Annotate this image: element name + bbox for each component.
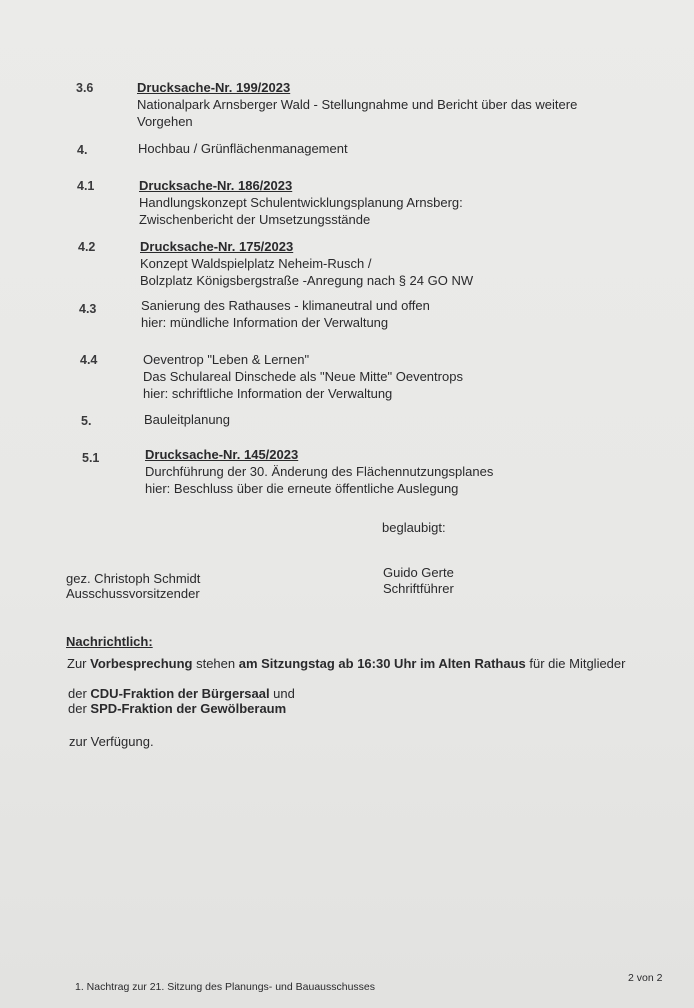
- page-number: 2 von 2: [628, 972, 663, 984]
- agenda-number: 5.: [81, 414, 92, 428]
- notice-emphasis: SPD-Fraktion der Gewölberaum: [90, 701, 287, 716]
- agenda-line: Handlungskonzept Schulentwicklungsplanung Arnsberg:: [139, 195, 463, 210]
- notice-paragraph: [68, 700, 286, 717]
- agenda-line: Durchführung der 30. Änderung des Flächennutzungsplanes: [145, 464, 494, 479]
- agenda-item: [140, 238, 473, 289]
- agenda-heading: Drucksache-Nr. 199/2023: [137, 80, 291, 95]
- agenda-line: Hochbau / Grünflächenmanagement: [138, 141, 348, 156]
- agenda-number: 4.2: [78, 240, 96, 254]
- notice-emphasis: am Sitzungstag ab 16:30 Uhr im Alten Rathaus: [238, 656, 526, 671]
- agenda-line: Das Schulareal Dinschede als "Neue Mitte" Oeventrops: [143, 369, 463, 384]
- notice-emphasis: CDU-Fraktion der Bürgersaal: [90, 686, 270, 701]
- agenda-heading: Drucksache-Nr. 186/2023: [139, 178, 293, 193]
- chair-role: Ausschussvorsitzender: [66, 586, 200, 601]
- agenda-item: [144, 411, 230, 428]
- agenda-line: hier: mündliche Information der Verwaltung: [141, 315, 389, 330]
- notice-paragraph: [67, 655, 625, 672]
- agenda-number: 4.1: [77, 179, 95, 193]
- chair-name: gez. Christoph Schmidt: [66, 571, 201, 586]
- notice-emphasis: Vorbesprechung: [90, 656, 193, 671]
- secretary-role: Schriftführer: [383, 581, 454, 596]
- notice-heading: Nachrichtlich:: [66, 634, 153, 649]
- agenda-item: [138, 140, 348, 157]
- agenda-heading: Drucksache-Nr. 175/2023: [140, 239, 294, 254]
- notice-text: und: [269, 686, 295, 701]
- agenda-number: 4.: [77, 143, 88, 157]
- agenda-line: Zwischenbericht der Umsetzungsstände: [139, 212, 371, 227]
- agenda-line: Bolzplatz Königsbergstraße -Anregung nach § 24 GO NW: [140, 273, 474, 288]
- agenda-line: Vorgehen: [137, 114, 193, 129]
- footer-title: 1. Nachtrag zur 21. Sitzung des Planungs- und Bauausschusses: [75, 981, 376, 993]
- agenda-number: 4.3: [79, 302, 97, 316]
- agenda-item: [145, 446, 493, 497]
- agenda-line: Nationalpark Arnsberger Wald - Stellungnahme und Bericht über das weitere: [137, 97, 578, 112]
- notice-closing: zur Verfügung.: [69, 734, 154, 749]
- agenda-number: 4.4: [80, 353, 98, 367]
- agenda-line: Oeventrop "Leben & Lernen": [143, 352, 310, 367]
- notice-text: Zur: [67, 656, 91, 671]
- agenda-number: 3.6: [76, 81, 94, 95]
- notice-text: der: [68, 701, 91, 716]
- agenda-number: 5.1: [82, 451, 100, 465]
- agenda-line: hier: Beschluss über die erneute öffentliche Auslegung: [145, 481, 459, 496]
- agenda-heading: Drucksache-Nr. 145/2023: [145, 447, 299, 462]
- notice-text: der: [68, 686, 91, 701]
- agenda-item: [143, 351, 463, 402]
- agenda-line: Bauleitplanung: [144, 412, 231, 427]
- agenda-line: hier: schriftliche Information der Verwaltung: [143, 386, 393, 401]
- agenda-line: Sanierung des Rathauses - klimaneutral und offen: [141, 298, 430, 313]
- agenda-item: [139, 177, 463, 228]
- agenda-line: Konzept Waldspielplatz Neheim-Rusch /: [140, 256, 372, 271]
- secretary-name: Guido Gerte: [383, 565, 454, 580]
- agenda-item: [141, 297, 430, 331]
- certified-label: beglaubigt:: [382, 520, 446, 535]
- notice-text: für die Mitglieder: [525, 656, 626, 671]
- agenda-item: [137, 79, 577, 130]
- notice-text: stehen: [192, 656, 239, 671]
